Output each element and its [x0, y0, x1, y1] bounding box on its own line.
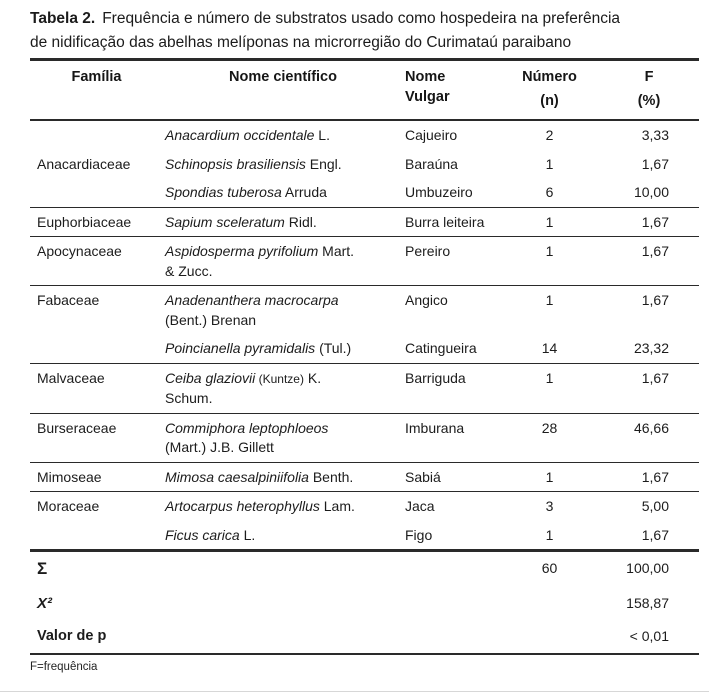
table-footnote: F=frequência	[30, 660, 98, 673]
header-nome-cientifico: Nome científico	[163, 60, 403, 121]
header-frequencia: F (%)	[599, 60, 699, 121]
count-cell: 2	[545, 127, 554, 143]
scientific-name-cell: Artocarpus heterophyllus Lam.	[165, 498, 355, 514]
table-row	[30, 492, 699, 521]
family-cell: Moraceae	[37, 498, 100, 514]
common-name-cell: Umbuzeiro	[405, 184, 473, 200]
family-cell: Euphorbiaceae	[37, 213, 132, 230]
caption-text-1: Frequência e número de substratos usado como hospedeira na preferência	[102, 10, 621, 27]
count-cell: 28	[541, 419, 558, 436]
family-cell: Fabaceae	[37, 292, 100, 308]
frequency-cell: 1,67	[641, 369, 669, 386]
table-caption	[30, 7, 702, 55]
sum-frequency: 100,00	[626, 560, 669, 576]
frequency-cell: 1,67	[641, 526, 669, 543]
table-row	[30, 207, 699, 237]
count-cell: 6	[545, 184, 554, 200]
frequency-cell: 5,00	[641, 498, 669, 514]
family-cell: Anacardiaceae	[37, 155, 131, 172]
page-divider	[0, 691, 709, 692]
frequency-cell: 1,67	[641, 155, 669, 172]
chi-square-row	[30, 587, 699, 621]
common-name-cell: Pereiro	[405, 243, 451, 259]
substrate-frequency-table	[30, 58, 699, 655]
frequency-cell: 3,33	[641, 127, 669, 143]
sum-count: 60	[541, 560, 558, 576]
count-cell: 1	[545, 155, 554, 172]
header-nome-vulgar: Nome Vulgar	[403, 60, 500, 121]
chi-square-count	[500, 587, 599, 621]
common-name-cell: Figo	[405, 526, 433, 543]
family-cell: Malvaceae	[37, 369, 105, 386]
family-cell: Burseraceae	[37, 419, 117, 436]
p-value-count	[500, 620, 599, 654]
scientific-name-cell: Poincianella pyramidalis (Tul.)	[165, 340, 352, 356]
common-name-cell: Jaca	[405, 498, 435, 514]
common-name-cell: Angico	[405, 292, 448, 308]
p-value-row	[30, 620, 699, 654]
count-cell: 1	[545, 243, 554, 259]
common-name-cell: Baraúna	[405, 155, 458, 172]
frequency-cell: 10,00	[633, 184, 669, 200]
caption-label: Tabela 2.	[30, 10, 96, 27]
scientific-name-cell: Mimosa caesalpiniifolia Benth.	[165, 468, 354, 485]
common-name-cell: Imburana	[405, 419, 465, 436]
scientific-name-cell: Ceiba glaziovii (Kuntze) K. Schum.	[165, 369, 322, 406]
scientific-name-cell: Aspidosperma pyrifolium Mart. & Zucc.	[165, 243, 355, 279]
header-numero: Número (n)	[500, 60, 599, 121]
sum-label: Σ	[37, 559, 48, 578]
header-familia: Família	[30, 60, 163, 121]
p-value-label: Valor de p	[37, 628, 107, 644]
caption-text-2: de nidificação das abelhas melíponas na microrregião do Curimataú paraibano	[30, 34, 572, 51]
table-row	[30, 120, 699, 150]
frequency-cell: 1,67	[641, 468, 669, 485]
scientific-name-cell: Anacardium occidentale L.	[165, 127, 330, 143]
caption-line-1	[30, 7, 702, 31]
count-cell: 3	[545, 498, 554, 514]
scientific-name-cell: Ficus carica L.	[165, 526, 256, 543]
chi-square-value: 158,87	[626, 594, 669, 611]
count-cell: 1	[545, 292, 554, 308]
common-name-cell: Barriguda	[405, 369, 466, 386]
count-cell: 14	[541, 340, 558, 356]
frequency-cell: 1,67	[641, 243, 669, 259]
family-cell: Apocynaceae	[37, 243, 122, 259]
scientific-name-cell: Schinopsis brasiliensis Engl.	[165, 155, 342, 172]
scientific-name-cell: Spondias tuberosa Arruda	[165, 184, 327, 200]
frequency-cell: 46,66	[633, 419, 669, 436]
scientific-name-cell: Commiphora leptophloeos (Mart.) J.B. Gillett	[165, 419, 329, 455]
count-cell: 1	[545, 468, 554, 485]
count-cell: 1	[545, 369, 554, 386]
table-header	[30, 60, 699, 121]
frequency-cell: 1,67	[641, 213, 669, 230]
sum-row	[30, 551, 699, 587]
common-name-cell: Catingueira	[405, 340, 477, 356]
table-row	[30, 462, 699, 492]
frequency-cell: 1,67	[641, 292, 669, 308]
count-cell: 1	[545, 213, 554, 230]
p-value: < 0,01	[629, 628, 669, 644]
table-row	[30, 413, 699, 462]
frequency-cell: 23,32	[633, 340, 669, 356]
table-row	[30, 363, 699, 413]
scientific-name-cell: Anadenanthera macrocarpa (Bent.) Brenan	[165, 292, 339, 328]
count-cell: 1	[545, 526, 554, 543]
common-name-cell: Cajueiro	[405, 127, 458, 143]
common-name-cell: Burra leiteira	[405, 213, 485, 230]
common-name-cell: Sabiá	[405, 468, 441, 485]
family-cell: Mimoseae	[37, 468, 102, 485]
scientific-name-cell: Sapium sceleratum Ridl.	[165, 213, 317, 230]
table-row	[30, 286, 699, 335]
table-row	[30, 237, 699, 286]
chi-square-label: X²	[37, 594, 52, 612]
